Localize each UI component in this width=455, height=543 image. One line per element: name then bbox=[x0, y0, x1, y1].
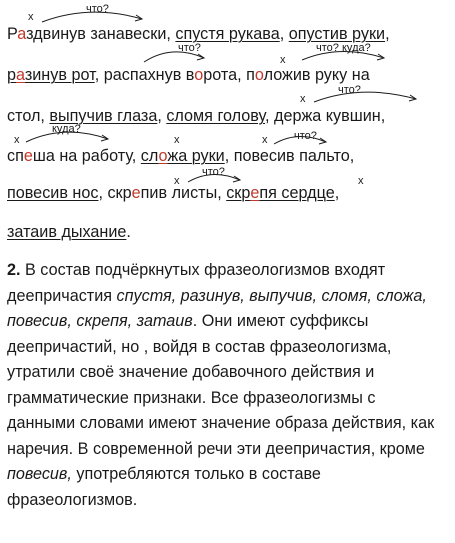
stressed-letter: е bbox=[250, 184, 260, 202]
text-segment: рота, п bbox=[203, 66, 255, 84]
task2-italic-words: повесив, bbox=[7, 465, 72, 483]
predicate-mark: х bbox=[300, 93, 306, 105]
predicate-mark: х bbox=[262, 134, 268, 146]
stressed-letter: е bbox=[131, 184, 141, 202]
text-segment: , скр bbox=[98, 184, 132, 202]
arrow-icon bbox=[272, 132, 332, 148]
question-mark-label: что? bbox=[178, 42, 201, 54]
text-segment: , bbox=[385, 25, 390, 43]
underlined-phrase: пя сердце bbox=[259, 184, 335, 202]
text-segment: , распахнув в bbox=[94, 66, 195, 84]
question-mark-label: что? bbox=[86, 3, 109, 15]
task-number: 2. bbox=[7, 261, 21, 279]
underlined-phrase: спустя рукава bbox=[175, 25, 280, 43]
arrow-icon bbox=[312, 86, 422, 106]
task2-text-part: . Они имеют суффиксы деепричастий, но , войдя в состав фразеологизма, утратили своё значение добавочного действия и грамматические признаки. Все фразеологизмы с данными словами имеют значение образа действия, как наречия. В современной речи эти деепричастия, кроме bbox=[7, 312, 435, 458]
text-segment: , bbox=[279, 25, 289, 43]
text-segment: стол, bbox=[7, 107, 50, 125]
stressed-letter: о bbox=[158, 147, 168, 165]
arrow-icon bbox=[300, 46, 390, 66]
question-mark-label: что? bbox=[338, 84, 361, 96]
underlined-phrase: зинув рот bbox=[24, 66, 95, 84]
underlined-phrase: р bbox=[7, 66, 17, 84]
underlined-phrase: сломя голову bbox=[166, 107, 265, 125]
arrow-icon bbox=[142, 46, 212, 66]
task2-text-part: употребляются только в составе фразеологизмов. bbox=[7, 465, 321, 509]
task1-line-6 bbox=[7, 222, 131, 242]
text-segment: . bbox=[126, 223, 131, 241]
stressed-letter: а bbox=[17, 25, 27, 43]
stressed-letter: о bbox=[194, 66, 204, 84]
underlined-phrase: повесив нос bbox=[7, 184, 99, 202]
question-mark-label: куда? bbox=[342, 42, 371, 54]
predicate-mark: х bbox=[358, 175, 364, 187]
arrow-icon bbox=[24, 126, 114, 146]
text-segment: здвинув занавески, bbox=[26, 25, 176, 43]
text-segment: , держа кувшин, bbox=[265, 107, 386, 125]
question-mark-label: что? bbox=[316, 42, 339, 54]
text-segment: , bbox=[334, 184, 340, 202]
predicate-mark: х bbox=[174, 175, 180, 187]
stressed-letter: а bbox=[16, 66, 25, 84]
predicate-mark: х bbox=[14, 134, 20, 146]
stressed-letter: о bbox=[254, 66, 264, 84]
text-segment: ша на работу, bbox=[32, 147, 141, 165]
question-mark-label: что? bbox=[294, 130, 317, 142]
predicate-mark: х bbox=[280, 54, 286, 66]
question-mark-label: куда? bbox=[52, 123, 81, 135]
underlined-phrase: выпучив глаза bbox=[49, 107, 158, 125]
text-segment: ложив руку на bbox=[263, 66, 370, 84]
text-segment: пив листы, bbox=[140, 184, 227, 202]
task1-line-4 bbox=[7, 146, 354, 166]
text-segment: Р bbox=[7, 25, 18, 43]
underlined-phrase: опустив руки bbox=[288, 25, 386, 43]
underlined-phrase: сл bbox=[140, 147, 159, 165]
task2-text-part: В состав подчёркнутых фразеологизмов входят деепричастия bbox=[7, 261, 386, 305]
stressed-letter: е bbox=[23, 147, 33, 165]
arrow-icon bbox=[40, 6, 150, 26]
underlined-phrase: скр bbox=[226, 184, 251, 202]
underlined-phrase: жа руки bbox=[167, 147, 225, 165]
arrow-icon bbox=[186, 170, 246, 186]
text-segment: , повесив пальто, bbox=[224, 147, 355, 165]
question-mark-label: что? bbox=[202, 166, 225, 178]
text-segment: , bbox=[157, 107, 167, 125]
task2-paragraph bbox=[7, 258, 447, 513]
task1-line-2 bbox=[7, 65, 370, 85]
text-segment: сп bbox=[7, 147, 24, 165]
underlined-phrase: затаив дыхание bbox=[7, 223, 127, 241]
predicate-mark: х bbox=[28, 11, 34, 23]
task2-italic-words: спустя, разинув, выпучив, сломя, сложа, повесив, скрепя, затаив bbox=[7, 286, 427, 330]
predicate-mark: х bbox=[174, 134, 180, 146]
task1-line-1 bbox=[7, 24, 390, 44]
